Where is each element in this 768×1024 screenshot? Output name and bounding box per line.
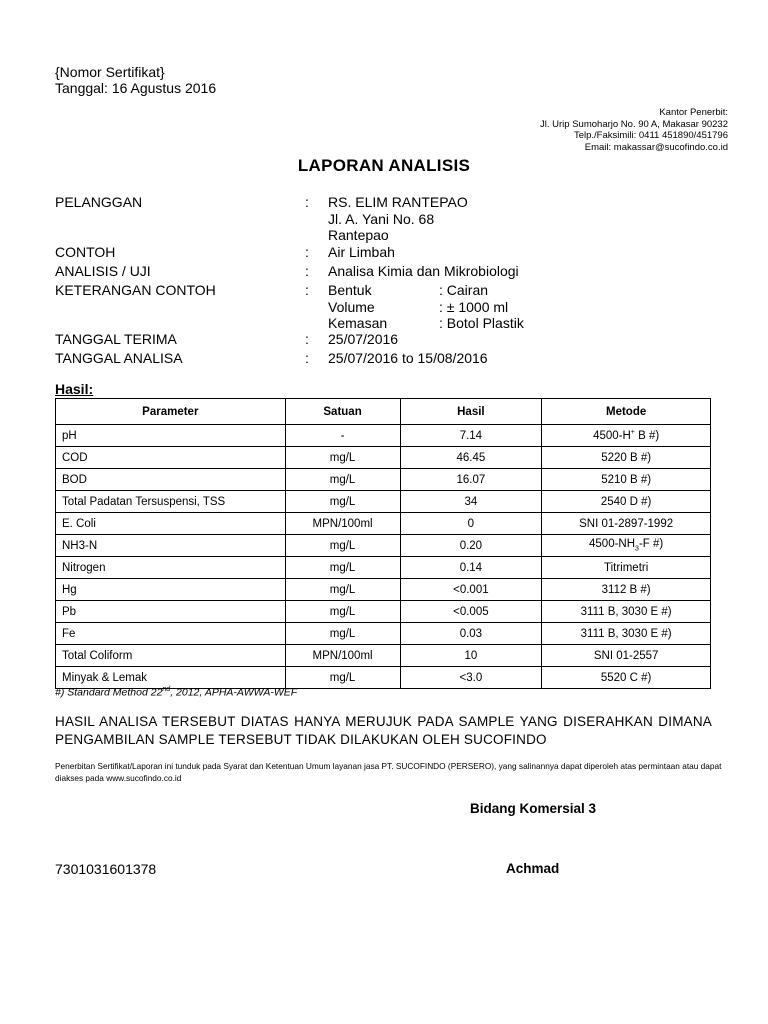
cell-result: 46.45	[400, 447, 542, 469]
colon: :	[305, 244, 309, 260]
cell-parameter: Fe	[56, 623, 286, 645]
cell-method: 5210 B #)	[542, 469, 711, 491]
standard-method-note	[55, 686, 297, 699]
analysis-row	[55, 263, 715, 280]
cell-result: 0.14	[400, 557, 542, 579]
method-tail: B #)	[634, 429, 660, 442]
received-date-row	[55, 331, 715, 348]
sample-description-label: KETERANGAN CONTOH	[55, 282, 216, 298]
signatory-name: Achmad	[506, 861, 560, 876]
cell-parameter: pH	[56, 425, 286, 447]
cell-parameter: Pb	[56, 601, 286, 623]
table-row	[56, 469, 711, 491]
cell-method: SNI 01-2557	[542, 645, 711, 667]
signature-division: Bidang Komersial 3	[470, 801, 597, 816]
issue-date: Tanggal: 16 Agustus 2016	[55, 80, 217, 96]
desc-packaging	[328, 315, 728, 332]
cell-parameter: Total Padatan Tersuspensi, TSS	[56, 491, 286, 513]
desc-key: Kemasan	[328, 315, 388, 331]
cell-unit: mg/L	[285, 491, 400, 513]
customer-address-line1: Jl. A. Yani No. 68	[328, 210, 435, 227]
desc-volume	[328, 299, 728, 316]
analysis-date-value: 25/07/2016 to 15/08/2016	[328, 350, 488, 366]
received-date-label: TANGGAL TERIMA	[55, 331, 177, 347]
customer-address-line2: Rantepao	[328, 227, 389, 243]
report-title: LAPORAN ANALISIS	[297, 156, 471, 175]
desc-value: : Cairan	[439, 282, 489, 298]
customer-value	[328, 194, 728, 244]
cell-unit: mg/L	[285, 535, 400, 557]
issuing-office	[540, 107, 728, 153]
cell-parameter: Hg	[56, 579, 286, 601]
note-sup: nd	[162, 686, 171, 693]
cell-parameter: Total Coliform	[56, 645, 286, 667]
received-date-value: 25/07/2016	[328, 331, 399, 347]
cell-unit: MPN/100ml	[285, 645, 400, 667]
desc-form	[328, 282, 728, 299]
cell-parameter: NH3-N	[56, 535, 286, 557]
header-result: Hasil	[400, 399, 542, 425]
sample-label: CONTOH	[55, 244, 116, 260]
analysis-date-row	[55, 350, 715, 367]
terms-notice: Penerbitan Sertifikat/Laporan ini tunduk pada Syarat dan Ketentuan Umum layanan jasa PT. SUCOFINDO (PERSERO), yang salinannya dapat diperoleh atas permintaan atau dapat diakses pada www.sucofindo.co.id	[55, 761, 722, 783]
table-row	[56, 491, 711, 513]
header-method: Metode	[542, 399, 711, 425]
method-sub: 3	[635, 545, 639, 553]
cell-method	[542, 535, 711, 557]
cell-parameter: Minyak & Lemak	[56, 667, 286, 689]
cell-method	[542, 425, 711, 447]
office-phone: Telp./Faksimili: 0411 451890/451796	[573, 130, 728, 141]
cell-method: 3111 B, 3030 E #)	[542, 601, 711, 623]
sample-value: Air Limbah	[328, 244, 395, 260]
office-email: Email: makassar@sucofindo.co.id	[584, 141, 728, 153]
desc-key: Volume	[328, 298, 375, 315]
header-unit: Satuan	[285, 399, 400, 425]
analysis-date-label: TANGGAL ANALISA	[55, 350, 183, 366]
table-row	[56, 535, 711, 557]
results-table	[55, 398, 711, 689]
colon: :	[305, 194, 309, 210]
cell-unit: -	[285, 425, 400, 447]
cell-result: 34	[400, 491, 542, 513]
cell-result: 0.20	[400, 535, 542, 557]
colon: :	[305, 282, 309, 298]
colon: :	[305, 263, 309, 279]
desc-key: Bentuk	[328, 282, 372, 298]
header-parameter: Parameter	[56, 399, 286, 425]
sample-description-row	[55, 282, 715, 332]
sample-row	[55, 244, 715, 261]
cell-result: <0.001	[400, 579, 542, 601]
note-text: #) Standard Method 22	[55, 686, 163, 699]
note-text-tail: , 2012, APHA-AWWA-WEF	[170, 686, 298, 699]
certificate-number: {Nomor Sertifikat}	[55, 64, 165, 80]
cell-method: 3111 B, 3030 E #)	[542, 623, 711, 645]
cell-parameter: E. Coli	[56, 513, 286, 535]
analysis-value: Analisa Kimia dan Mikrobiologi	[328, 263, 519, 279]
method-tail: -F #)	[638, 538, 664, 551]
customer-name: RS. ELIM RANTEPAO	[328, 194, 468, 210]
cell-result: <0.005	[400, 601, 542, 623]
cell-unit: mg/L	[285, 601, 400, 623]
cell-result: 0	[400, 513, 542, 535]
results-label: Hasil:	[55, 381, 94, 397]
cell-unit: mg/L	[285, 623, 400, 645]
colon: :	[305, 350, 309, 366]
method-sup: +	[630, 429, 635, 437]
cell-parameter: COD	[56, 447, 286, 469]
document-number: 7301031601378	[55, 861, 157, 877]
sample-description-values	[328, 282, 728, 332]
cell-unit: mg/L	[285, 557, 400, 579]
table-row	[56, 601, 711, 623]
office-label: Kantor Penerbit:	[659, 107, 728, 118]
method-text: 4500-H	[593, 429, 631, 442]
desc-value: : Botol Plastik	[439, 315, 524, 331]
cell-result: 10	[400, 645, 542, 667]
analysis-label: ANALISIS / UJI	[55, 263, 151, 279]
customer-label: PELANGGAN	[55, 194, 143, 210]
cell-unit: MPN/100ml	[285, 513, 400, 535]
table-row	[56, 623, 711, 645]
table-header-row	[56, 399, 711, 425]
table-row	[56, 645, 711, 667]
cell-method: 5220 B #)	[542, 447, 711, 469]
cell-result: 0.03	[400, 623, 542, 645]
cell-unit: mg/L	[285, 447, 400, 469]
cell-parameter: Nitrogen	[56, 557, 286, 579]
table-row	[56, 579, 711, 601]
desc-value: : ± 1000 ml	[439, 298, 509, 315]
cell-unit: mg/L	[285, 579, 400, 601]
cell-result: 7.14	[400, 425, 542, 447]
cell-method: 3112 B #)	[542, 579, 711, 601]
cell-method: 2540 D #)	[542, 491, 711, 513]
method-text: 4500-NH	[589, 538, 636, 551]
colon: :	[305, 331, 309, 347]
cell-parameter: BOD	[56, 469, 286, 491]
table-row	[56, 513, 711, 535]
cell-result: 16.07	[400, 469, 542, 491]
cell-method: 5520 C #)	[542, 667, 711, 689]
office-address: Jl. Urip Sumoharjo No. 90 A, Makasar 90232	[540, 118, 728, 130]
disclaimer: HASIL ANALISA TERSEBUT DIATAS HANYA MERUJUK PADA SAMPLE YANG DISERAHKAN DIMANA PENGAMBILAN SAMPLE TERSEBUT TIDAK DILAKUKAN OLEH SUCOFINDO	[55, 714, 712, 747]
cell-method: SNI 01-2897-1992	[542, 513, 711, 535]
cell-result: <3.0	[400, 667, 542, 689]
table-row	[56, 447, 711, 469]
cell-method: Titrimetri	[542, 557, 711, 579]
table-row	[56, 557, 711, 579]
cell-unit: mg/L	[285, 667, 400, 689]
customer-row	[55, 194, 715, 244]
table-row	[56, 425, 711, 447]
cell-unit: mg/L	[285, 469, 400, 491]
